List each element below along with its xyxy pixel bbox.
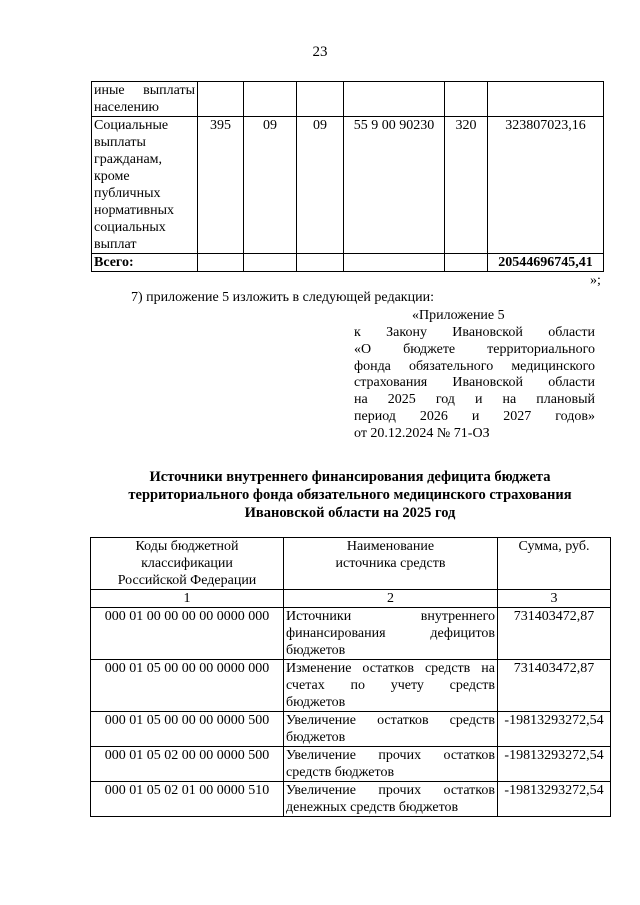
rz-cell (244, 82, 297, 117)
table-row (91, 712, 611, 747)
name-line: выплат (94, 237, 137, 252)
grbs-cell: 395 (198, 117, 244, 254)
table-row (91, 782, 611, 817)
name-cell (284, 747, 498, 782)
row-name-cell (92, 82, 198, 117)
empty-cell (244, 254, 297, 272)
sum-cell (488, 82, 604, 117)
header-line: Коды бюджетной (135, 539, 239, 554)
name-line: денежных средств бюджетов (286, 800, 459, 815)
header-row (91, 538, 611, 590)
empty-cell (344, 254, 445, 272)
csr-cell: 55 9 00 90230 (344, 117, 445, 254)
csr-cell (344, 82, 445, 117)
name-line: счетах по учету средств (286, 678, 495, 693)
table-row (92, 82, 604, 117)
name-line: иные выплаты (94, 83, 195, 98)
name-line: бюджетов (286, 695, 346, 710)
total-sum: 20544696745,41 (488, 254, 604, 272)
name-line: Изменение остатков средств на (286, 661, 495, 676)
name-line: Источники внутреннего (286, 609, 495, 624)
sum-cell: -19813293272,54 (498, 747, 611, 782)
name-line: публичных (94, 186, 161, 201)
sum-cell: -19813293272,54 (498, 782, 611, 817)
appendix-line: «О бюджете территориального (354, 341, 595, 357)
column-number: 3 (498, 590, 611, 608)
header-sum: Сумма, руб. (498, 538, 611, 590)
vr-cell (445, 82, 488, 117)
name-line: бюджетов (286, 730, 346, 745)
amendment-item-7: 7) приложение 5 изложить в следующей редакции: (131, 290, 434, 305)
sum-cell: 323807023,16 (488, 117, 604, 254)
name-cell (284, 608, 498, 660)
appendix-line: период 2026 и 2027 годов» (354, 408, 595, 424)
appendix-line: к Закону Ивановской области (354, 325, 595, 340)
empty-cell (445, 254, 488, 272)
appendix-line: фонда обязательного медицинского (354, 358, 595, 374)
name-line: средств бюджетов (286, 765, 395, 780)
name-line: кроме (94, 169, 130, 184)
appendix-line: на 2025 год и на плановый (354, 392, 595, 408)
title-line: территориального фонда обязательного медицинского страхования (128, 487, 572, 503)
name-cell (284, 712, 498, 747)
sum-cell: -19813293272,54 (498, 712, 611, 747)
name-line: социальных (94, 220, 166, 235)
name-line: населению (94, 100, 159, 115)
appendix-title: «Приложение 5 (412, 308, 505, 323)
name-cell (284, 660, 498, 712)
name-line: Увеличение прочих остатков (286, 748, 495, 763)
title-line: Ивановской области на 2025 год (244, 505, 456, 521)
pr-cell (297, 82, 344, 117)
name-line: Увеличение прочих остатков (286, 783, 495, 798)
row-name-cell (92, 117, 198, 254)
name-line: выплаты (94, 135, 146, 150)
table-row (92, 117, 604, 254)
column-numbers-row (91, 590, 611, 608)
code-cell: 000 01 05 00 00 00 0000 500 (91, 712, 284, 747)
pr-cell: 09 (297, 117, 344, 254)
rz-cell: 09 (244, 117, 297, 254)
empty-cell (198, 254, 244, 272)
total-label: Всего: (92, 254, 198, 272)
header-line: классификации (141, 556, 233, 571)
column-number: 2 (284, 590, 498, 608)
document-title (95, 468, 605, 522)
grbs-cell (198, 82, 244, 117)
appendix-reference (354, 325, 595, 443)
code-cell: 000 01 05 02 00 00 0000 500 (91, 747, 284, 782)
table-row (91, 660, 611, 712)
name-line: бюджетов (286, 643, 346, 658)
header-line: Наименование (346, 539, 435, 554)
sum-cell: 731403472,87 (498, 660, 611, 712)
expenditure-table-continuation (91, 81, 604, 272)
appendix-line: страхования Ивановской области (354, 375, 595, 391)
vr-cell: 320 (445, 117, 488, 254)
column-number: 1 (91, 590, 284, 608)
page-number: 23 (312, 44, 328, 60)
financing-sources-table (90, 537, 611, 817)
header-line: источника средств (335, 556, 446, 571)
name-cell (284, 782, 498, 817)
appendix-line: от 20.12.2024 № 71-ОЗ (354, 425, 490, 441)
header-name (284, 538, 498, 590)
title-line: Источники внутреннего финансирования дефицита бюджета (149, 469, 551, 485)
sum-cell: 731403472,87 (498, 608, 611, 660)
header-codes (91, 538, 284, 590)
name-line: финансирования дефицитов (286, 626, 495, 641)
header-line: Российской Федерации (117, 573, 257, 588)
empty-cell (297, 254, 344, 272)
closing-quote: »; (590, 273, 601, 288)
table-row (91, 747, 611, 782)
name-line: нормативных (94, 203, 175, 218)
name-line: Увеличение остатков средств (286, 713, 495, 728)
total-row (92, 254, 604, 272)
code-cell: 000 01 05 02 01 00 0000 510 (91, 782, 284, 817)
name-line: Социальные (94, 118, 169, 133)
name-line: гражданам, (94, 152, 163, 167)
code-cell: 000 01 00 00 00 00 0000 000 (91, 608, 284, 660)
code-cell: 000 01 05 00 00 00 0000 000 (91, 660, 284, 712)
table-row (91, 608, 611, 660)
